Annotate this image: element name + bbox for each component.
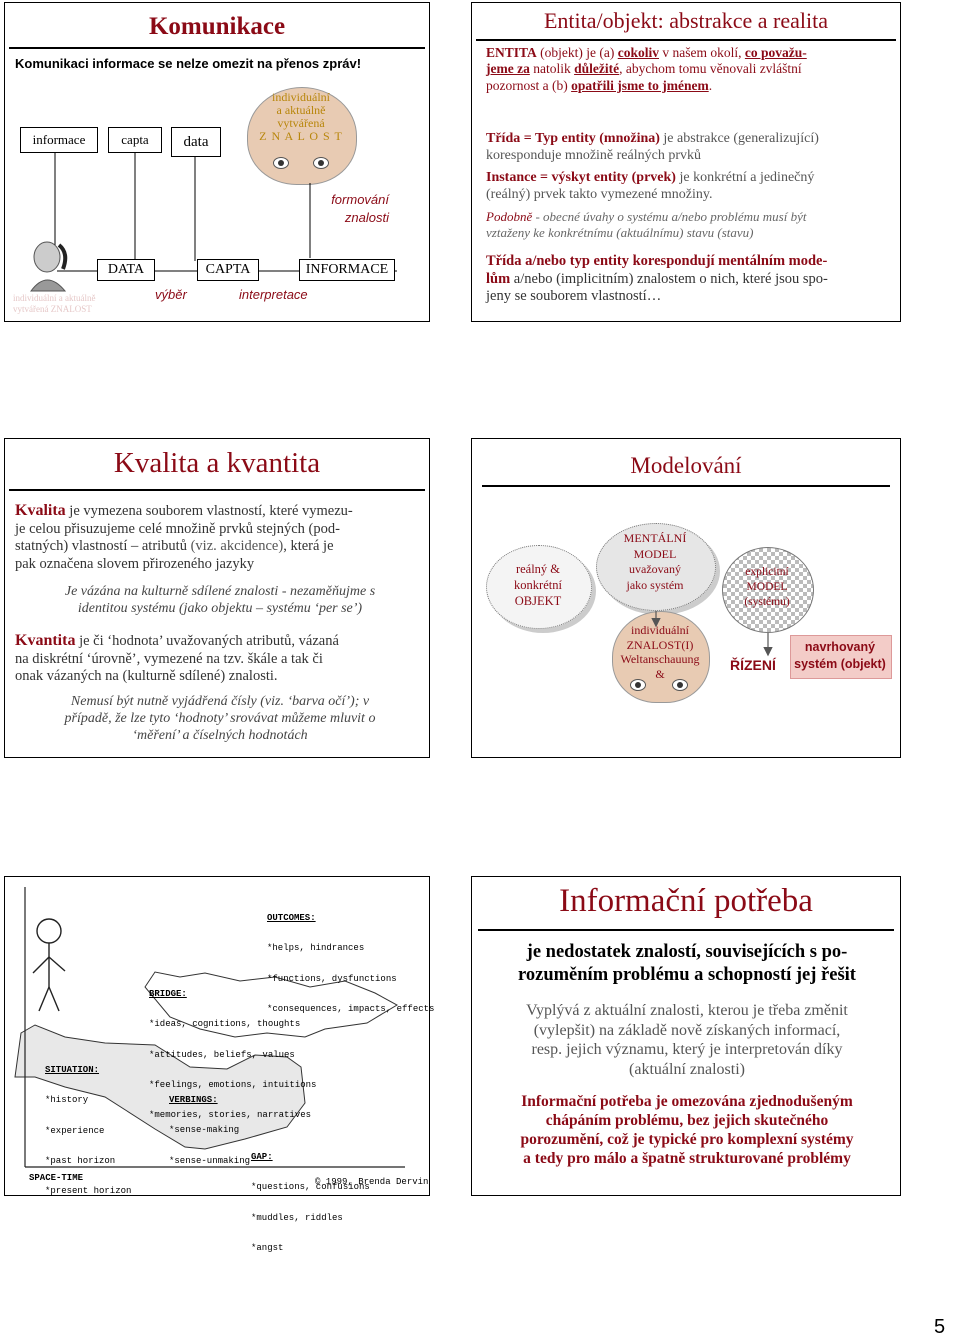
t: jeme za xyxy=(486,61,530,77)
verbings-label: VERBINGS: xyxy=(169,1095,218,1106)
t: je konkrétní a jedinečný xyxy=(675,170,815,185)
para-kvantita xyxy=(15,631,425,686)
title-divider xyxy=(476,39,896,41)
t: jeny se souborem vlastností… xyxy=(486,288,662,305)
box-DATA: DATA xyxy=(97,259,155,281)
instance-term: Instance = výskyt entity (prvek) xyxy=(486,170,676,185)
t: *history xyxy=(45,1095,89,1106)
slide-komunikace xyxy=(4,2,430,322)
t: co považu- xyxy=(744,45,807,60)
para-entita: ENTITA (objekt) je (a) cokoliv v našem okolí, co považu- jeme za natolik důležité, abychom tomu věnovali zvláštní pozornost a (b) opatřili jsme to jménem. xyxy=(486,45,807,93)
slide-title: Kvalita a kvantita xyxy=(113,447,321,479)
t: systém (objekt) xyxy=(794,657,886,671)
t: konkrétní xyxy=(514,578,562,592)
rizeni-label: ŘÍZENÍ xyxy=(730,657,776,673)
t: koresponduje množině reálných prvků xyxy=(486,148,701,164)
slide-kvalita xyxy=(4,438,430,758)
slide-informacni-potreba xyxy=(471,876,901,1196)
cokoliv-term: cokoliv xyxy=(617,45,659,60)
t: v našem okolí, xyxy=(659,45,745,60)
t: vztaženy ke konkrétnímu (aktuálnímu) stavu (stavu) xyxy=(486,224,754,240)
gap-block xyxy=(251,1132,370,1273)
t: *consequences, impacts, effects xyxy=(267,1003,435,1014)
spacetime-label: SPACE-TIME xyxy=(29,1173,84,1183)
entita-term: ENTITA xyxy=(486,45,537,60)
t: Weltanschauung xyxy=(620,652,700,666)
t: *attitudes, beliefs, values xyxy=(149,1049,295,1060)
t: reálný & xyxy=(515,562,561,576)
t: *memories, stories, narratives xyxy=(149,1110,312,1121)
page-number: 5 xyxy=(934,1316,946,1338)
faded-znalost xyxy=(13,293,95,315)
t: *helps, hindrances xyxy=(267,943,365,954)
t: *present horizon xyxy=(45,1186,132,1197)
t: porozumění, což je typické pro komplexní systémy xyxy=(520,1130,854,1148)
slide-modelovani xyxy=(471,438,901,758)
t: *ideas, cognitions, thoughts xyxy=(149,1019,301,1030)
flow-arrows xyxy=(472,439,902,759)
t: ‘měření’ a číselných hodnotách xyxy=(132,728,308,744)
t: lům xyxy=(486,270,511,287)
t: (systému) xyxy=(744,596,790,608)
box-CAPTA: CAPTA xyxy=(197,259,259,281)
para-instance xyxy=(486,169,896,203)
t: opatřili jsme to jménem xyxy=(571,77,709,93)
t: MODEL xyxy=(633,546,677,561)
kvantita-term: Kvantita xyxy=(15,632,76,649)
t: Třída a/nebo typ entity korespondují mentálním mode- xyxy=(486,253,828,269)
head-line-2: a aktuálně xyxy=(276,103,326,117)
t: je nedostatek znalostí, souvisejících s po- xyxy=(526,942,848,962)
t: natolik xyxy=(529,61,575,77)
t: je vymezena souborem vlastností, které vymezu- xyxy=(65,503,353,519)
t: (objekt) je (a) xyxy=(536,45,618,60)
box-data: data xyxy=(171,127,221,157)
para-trida xyxy=(486,130,896,164)
outcomes-label: OUTCOMES: xyxy=(267,913,316,924)
t: resp. jejich významu, který je interpretován díky xyxy=(531,1041,843,1059)
para-vyplyva xyxy=(472,1001,902,1079)
bridge-label: BRIDGE: xyxy=(149,989,187,1000)
t: Nemusí být nutně vyjádřená čísly (viz. ‘barva očí’); v xyxy=(70,694,370,709)
t: MODEL xyxy=(746,581,788,593)
t: , abychom tomu věnovali zvláštní xyxy=(619,61,802,77)
faded-line-2: vytvářená ZNALOST xyxy=(13,304,92,314)
t: *angst xyxy=(251,1242,284,1253)
t: Podobně xyxy=(486,209,533,224)
t: *experience xyxy=(45,1125,105,1136)
interpretace-label: interpretace xyxy=(239,287,308,302)
para-kvalita xyxy=(15,501,425,574)
t: (vylepšit) na základě nově získaných informací, xyxy=(533,1021,841,1039)
t: pozornost a (b) xyxy=(486,77,572,93)
t: případě, že lze tyto ‘hodnoty’ srovávat můžeme mluvit o xyxy=(64,711,376,727)
t: Je vázána na kulturně sdílené znalosti - nezaměňujme s xyxy=(64,584,376,599)
gap-label: GAP: xyxy=(251,1152,273,1163)
t: chápáním problému, bez jejich skutečného xyxy=(545,1111,829,1129)
person-phone-icon xyxy=(23,239,73,293)
slide-entita xyxy=(471,2,901,322)
kvalita-term: Kvalita xyxy=(15,502,66,519)
slide-title: Komunikace xyxy=(148,13,286,40)
para-podobne xyxy=(486,209,896,241)
t: OBJEKT xyxy=(514,594,562,608)
copyright-label: © 1999, Brenda Dervin xyxy=(315,1177,429,1187)
t: *functions, dysfunctions xyxy=(267,973,397,984)
t: Vyplývá z aktuální znalosti, kterou je třeba změnit xyxy=(526,1002,848,1019)
vyber-label: výběr xyxy=(155,287,187,302)
t: , která je xyxy=(283,538,334,555)
situation-label: SITUATION: xyxy=(45,1065,100,1076)
t: onak vázaných na (kulturně sdílené) znalosti. xyxy=(15,668,278,685)
t: (aktuální znalosti) xyxy=(629,1060,745,1078)
t: důležité xyxy=(574,61,620,77)
head-line-1: individuální xyxy=(272,90,330,104)
t: *sense-making xyxy=(169,1125,240,1136)
trida-term: Třída = Typ entity (množina) xyxy=(486,131,660,146)
t: *feelings, emotions, intuitions xyxy=(149,1079,317,1090)
t: na diskrétní ‘úrovně’, vymezené na tzv. škále a tak či xyxy=(15,650,323,667)
title-divider xyxy=(478,929,894,931)
t: je či ‘hodnota’ uvažovaných atributů, vázaná xyxy=(75,633,339,649)
t: individuální xyxy=(631,623,689,637)
title-divider xyxy=(9,489,425,491)
t: je celou přisuzujeme celé množině prvků stejných (pod- xyxy=(15,520,340,537)
t: jako systém xyxy=(626,577,684,592)
t: *questions, confusions xyxy=(251,1182,370,1193)
t: (reálný) prvek takto vymezené množiny. xyxy=(486,187,713,203)
para-cisla xyxy=(15,693,425,744)
t: statných) vlastností – atributů xyxy=(15,538,187,555)
slide-title: Entita/objekt: abstrakce a realita xyxy=(543,8,829,33)
formovani-line-2: znalosti xyxy=(344,210,389,225)
t: pak označena slovem přirozeného jazyky xyxy=(15,556,255,573)
formovani-line-1: formování xyxy=(331,192,389,207)
slide-subtitle: Komunikaci informace se nelze omezit na přenos zpráv! xyxy=(15,56,362,71)
t: je abstrakce (generalizující) xyxy=(659,131,819,146)
slide-sense-making xyxy=(4,876,435,1253)
t: *muddles, riddles xyxy=(251,1212,343,1223)
verbings-block xyxy=(169,1075,250,1186)
t: & xyxy=(655,666,665,681)
slide-title: Modelování xyxy=(630,453,742,478)
box-INFORMACE: INFORMACE xyxy=(299,259,395,281)
t: uvažovaný xyxy=(629,562,681,576)
navrhovany-text xyxy=(790,639,890,673)
box-informace: informace xyxy=(20,127,98,153)
t: identitou systému (jako objektu – systému ‘per se’) xyxy=(77,601,363,617)
para-kulturne xyxy=(15,583,425,617)
head-znalost: Z N A L O S T xyxy=(259,129,343,143)
t: a tedy pro málo a špatně strukturované problémy xyxy=(523,1149,851,1167)
para-mentalni xyxy=(486,253,896,306)
t: Informační potřeba je omezována zjednodušeným xyxy=(521,1093,853,1110)
head-line-3: vytvářená xyxy=(277,116,325,130)
faded-line-1: individuální a aktuálně xyxy=(13,293,96,303)
t: *past horizon xyxy=(45,1155,116,1166)
t: rozuměním problému a schopností jej řešit xyxy=(518,964,856,985)
para-omezovana xyxy=(472,1093,902,1169)
situation-block xyxy=(45,1045,131,1216)
t: (viz. akcidence) xyxy=(186,538,284,555)
t: ZNALOST(I) xyxy=(626,637,694,652)
t: navrhovaný xyxy=(804,640,876,654)
t: *sense-unmaking xyxy=(169,1155,251,1166)
slide-title: Informační potřeba xyxy=(559,883,813,919)
t: explicitní xyxy=(745,566,789,578)
para-definice xyxy=(472,941,902,986)
t: - obecné úvahy o systému a/nebo problému musí být xyxy=(532,209,807,224)
box-capta: capta xyxy=(108,127,162,153)
t: a/nebo (implicitním) znalostem o nich, které jsou spo- xyxy=(510,270,828,287)
t: MENTÁLNÍ xyxy=(623,531,687,545)
